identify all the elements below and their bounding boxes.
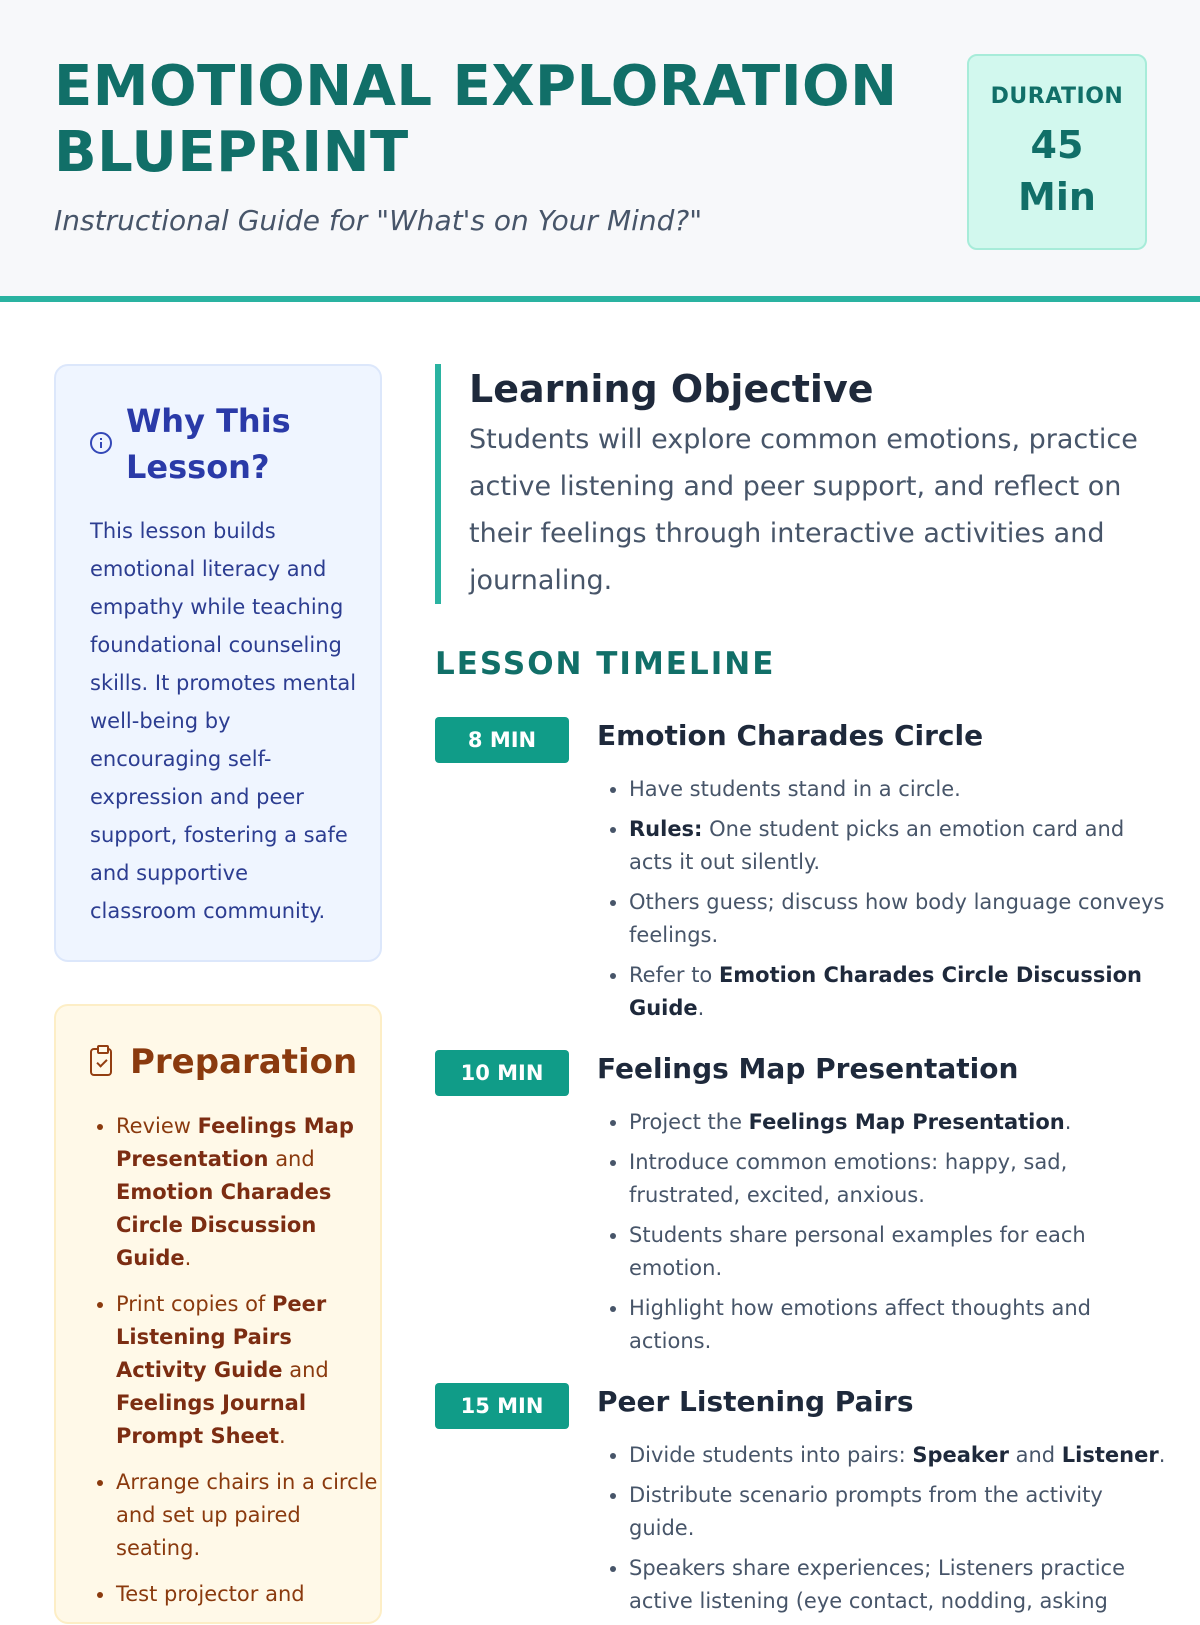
why-header [90,398,326,490]
objective-title: Learning Objective [469,367,874,411]
clipboard-check-icon [90,1048,112,1076]
page-subtitle: Instructional Guide for "What's on Your Mind?" [54,204,703,237]
list-item: • Speakers share experiences; Listeners practice active listening (eye contact, nodding, asking [629,1552,1174,1618]
duration-value: 45 [1030,123,1084,167]
list-item: • Rules: One student picks an emotion card and acts it out silently. [629,813,1174,879]
preparation-header [90,1042,357,1082]
preparation-list [90,1110,378,1624]
title-line-2: BLUEPRINT [54,120,409,185]
list-item: • Others guess; discuss how body language conveys feelings. [629,886,1174,952]
info-icon [90,432,112,454]
duration-badge [967,54,1147,250]
timeline-item-title: Peer Listening Pairs [597,1385,914,1418]
why-body: This lesson builds emotional literacy and empathy while teaching foundational counseling skills. It promotes mental well-being by encouraging self-expression and peer support, fostering a safe and supportive classroom community. [90,519,357,923]
list-item: • Arrange chairs in a circle and set up paired seating. [116,1466,378,1565]
list-item: • Print copies of Peer Listening Pairs Activity Guide and Feelings Journal Prompt Sheet. [116,1288,378,1453]
list-item: • Refer to Emotion Charades Circle Discussion Guide. [629,959,1174,1025]
timeline-item-bullets [597,1439,1174,1625]
duration-pill: 10 MIN [435,1050,569,1096]
list-item: • Project the Feelings Map Presentation. [629,1106,1174,1139]
learning-objective [435,364,1145,604]
page-header [0,0,1200,302]
list-item: • Divide students into pairs: Speaker and Listener. [629,1439,1174,1472]
preparation-title: Preparation [130,1042,358,1082]
preparation-card [54,1004,382,1624]
list-item: • Test projector and [116,1578,378,1611]
objective-text: Students will explore common emotions, practice active listening and peer support, and reflect on their feelings through interactive activities and journaling. [469,424,1138,596]
page-title [54,54,914,186]
duration-pill: 8 MIN [435,717,569,763]
why-this-lesson-card [54,364,382,962]
list-item: • Have students stand in a circle. [629,773,1174,806]
why-title: Why This Lesson? [126,402,291,486]
duration-unit: Min [1018,175,1096,219]
timeline-item-title: Emotion Charades Circle [597,719,984,752]
title-line-1: EMOTIONAL EXPLORATION [54,54,898,119]
list-item: • Introduce common emotions: happy, sad, frustrated, excited, anxious. [629,1146,1174,1212]
timeline-item-title: Feelings Map Presentation [597,1052,1019,1085]
duration-label: DURATION [990,84,1124,109]
lesson-timeline-heading: LESSON TIMELINE [435,646,776,682]
timeline-item-bullets [597,773,1174,1032]
duration-pill: 15 MIN [435,1383,569,1429]
list-item: • Distribute scenario prompts from the activity guide. [629,1479,1174,1545]
list-item: • Review Feelings Map Presentation and Emotion Charades Circle Discussion Guide. [116,1110,378,1275]
timeline-item-bullets [597,1106,1174,1365]
list-item: • Highlight how emotions affect thoughts and actions. [629,1292,1174,1358]
list-item: • Students share personal examples for each emotion. [629,1219,1174,1285]
